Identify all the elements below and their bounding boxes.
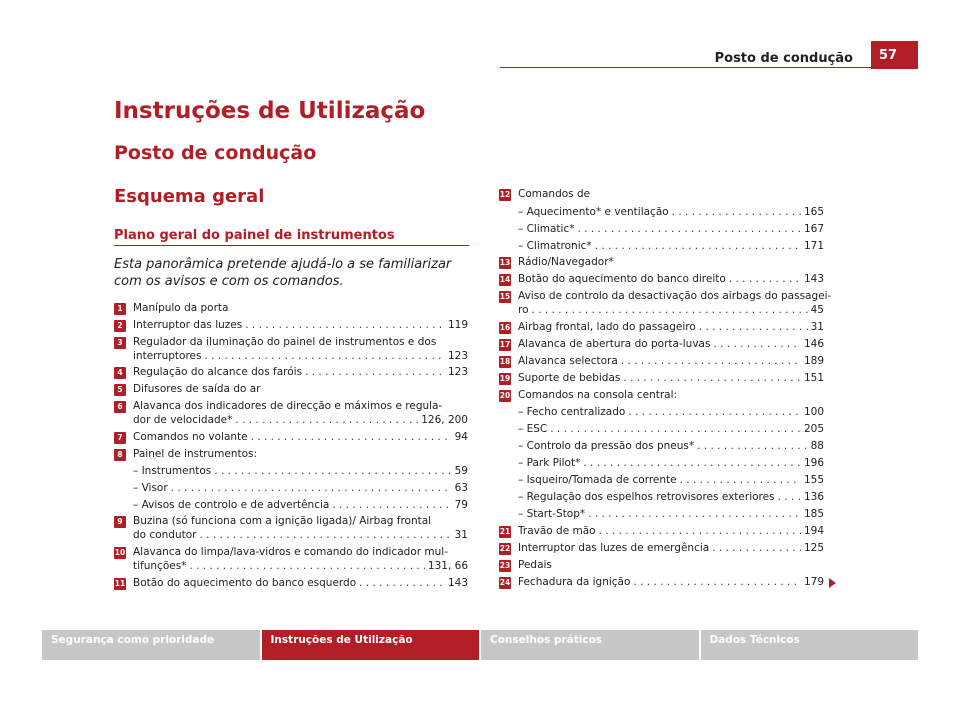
legend-item-2: Interruptor das luzes . . . 119 [133,318,468,333]
legend-item-10: Alavanca do limpa/lava-vidros e comando do indicador mul- [133,546,448,558]
legend-item-18: Alavanca selectora . . . 189 [518,354,824,369]
legend-subitem: – Climatic* . . . 167 [518,222,824,237]
legend-subitem: – Instrumentos . . . 59 [133,464,468,479]
legend-number-18: 18 [499,357,511,366]
legend-item-6-cont: dor de velocidade* . . . 126, 200 [133,413,468,428]
legend-number-23: 23 [499,561,511,570]
legend-item-15-cont: ro . . . 45 [518,303,824,318]
legend-item-1: Manípulo da porta [133,302,229,314]
legend-number-11: 11 [114,579,126,588]
legend-subitem: – Aquecimento* e ventilação . . . 165 [518,205,824,220]
legend-number-10: 10 [114,548,126,557]
legend-number-17: 17 [499,340,511,349]
legend-item-12: Comandos de [518,188,591,200]
tab-safety-first[interactable]: Segurança como prioridade [42,630,260,660]
chapter-tabs [42,630,918,660]
legend-item-16: Airbag frontal, lado do passageiro . . . 31 [518,320,824,335]
legend-number-6: 6 [114,401,126,413]
legend-item-22: Interruptor das luzes de emergência . . . 125 [518,541,824,556]
legend-number-21: 21 [499,527,511,536]
legend-number-15: 15 [499,292,511,301]
legend-item-21: Travão de mão . . . 194 [518,524,824,539]
legend-item-9: Buzina (só funciona com a ignição ligada)/ Airbag frontal [133,515,432,527]
legend-number-12: 12 [499,190,511,199]
legend-item-19: Suporte de bebidas . . . 151 [518,371,824,386]
legend-item-11: Botão do aquecimento do banco esquerdo . . . 143 [133,576,468,591]
legend-subitem: – Park Pilot* . . . 196 [518,456,824,471]
legend-subitem: – Isqueiro/Tomada de corrente . . . 155 [518,473,824,488]
legend-number-2: 2 [114,320,126,332]
legend-subitem: – Regulação dos espelhos retrovisores exteriores . . . 136 [518,490,824,505]
legend-subitem: – ESC . . . 205 [518,422,824,437]
chapter-title: Instruções de Utilização [114,98,426,124]
legend-item-6: Alavanca dos indicadores de direcção e máximos e regula- [133,400,443,412]
legend-number-20: 20 [499,391,511,400]
section-title: Posto de condução [114,142,317,164]
legend-item-17: Alavanca de abertura do porta-luvas . . . 146 [518,337,824,352]
running-header-title: Posto de condução [714,51,853,66]
legend-item-13: Rádio/Navegador* [518,256,614,268]
legend-item-3: Regulador da iluminação do painel de instrumentos e dos [133,336,437,348]
legend-number-1: 1 [114,303,126,315]
legend-subitem: – Start-Stop* . . . 185 [518,507,824,522]
legend-subitem: – Fecho centralizado . . . 100 [518,405,824,420]
legend-number-3: 3 [114,337,126,349]
subsection-title: Esquema geral [114,186,265,207]
intro-text: Esta panorâmica pretende ajudá-lo a se familiarizar com os avisos e com os comandos. [114,257,452,289]
legend-item-24: Fechadura da ignição . . . 179 [518,575,824,590]
legend-item-20: Comandos na consola central: [518,389,678,401]
legend-item-15: Aviso de controlo da desactivação dos airbags do passagei- [518,290,832,302]
legend-item-23: Pedais [518,559,552,571]
legend-number-14: 14 [499,275,511,284]
tab-technical-data[interactable]: Dados Técnicos [701,630,919,660]
legend-subitem: – Climatronic* . . . 171 [518,239,824,254]
legend-subitem: – Visor . . . 63 [133,481,468,496]
legend-number-13: 13 [499,258,511,267]
legend-item-4: Regulação do alcance dos faróis . . . 123 [133,365,468,380]
legend-subitem: – Avisos de controlo e de advertência . . . 79 [133,498,468,513]
legend-item-14: Botão do aquecimento do banco direito . . . 143 [518,272,824,287]
legend-item-3-cont: interruptores . . . 123 [133,349,468,364]
triangle-right-icon [829,578,836,588]
legend-number-24: 24 [499,578,511,587]
header-rule [500,67,871,68]
legend-number-4: 4 [114,367,126,379]
legend-number-5: 5 [114,384,126,396]
tab-operating-instructions[interactable]: Instruções de Utilização [262,630,480,660]
legend-item-7: Comandos no volante . . . 94 [133,430,468,445]
topic-rule [114,245,469,246]
legend-number-9: 9 [114,516,126,528]
legend-number-22: 22 [499,544,511,553]
legend-number-16: 16 [499,323,511,332]
legend-number-19: 19 [499,374,511,383]
legend-item-5: Difusores de saída do ar [133,383,261,395]
legend-item-9-cont: do condutor . . . 31 [133,528,468,543]
legend-subitem: – Controlo da pressão dos pneus* . . . 88 [518,439,824,454]
topic-title: Plano geral do painel de instrumentos [114,228,395,243]
legend-item-8: Painel de instrumentos: [133,448,258,460]
page-number: 57 [871,41,918,69]
tab-practical-tips[interactable]: Conselhos práticos [481,630,699,660]
legend-number-7: 7 [114,432,126,444]
legend-item-10-cont: tifunções* . . . 131, 66 [133,559,468,574]
legend-number-8: 8 [114,449,126,461]
